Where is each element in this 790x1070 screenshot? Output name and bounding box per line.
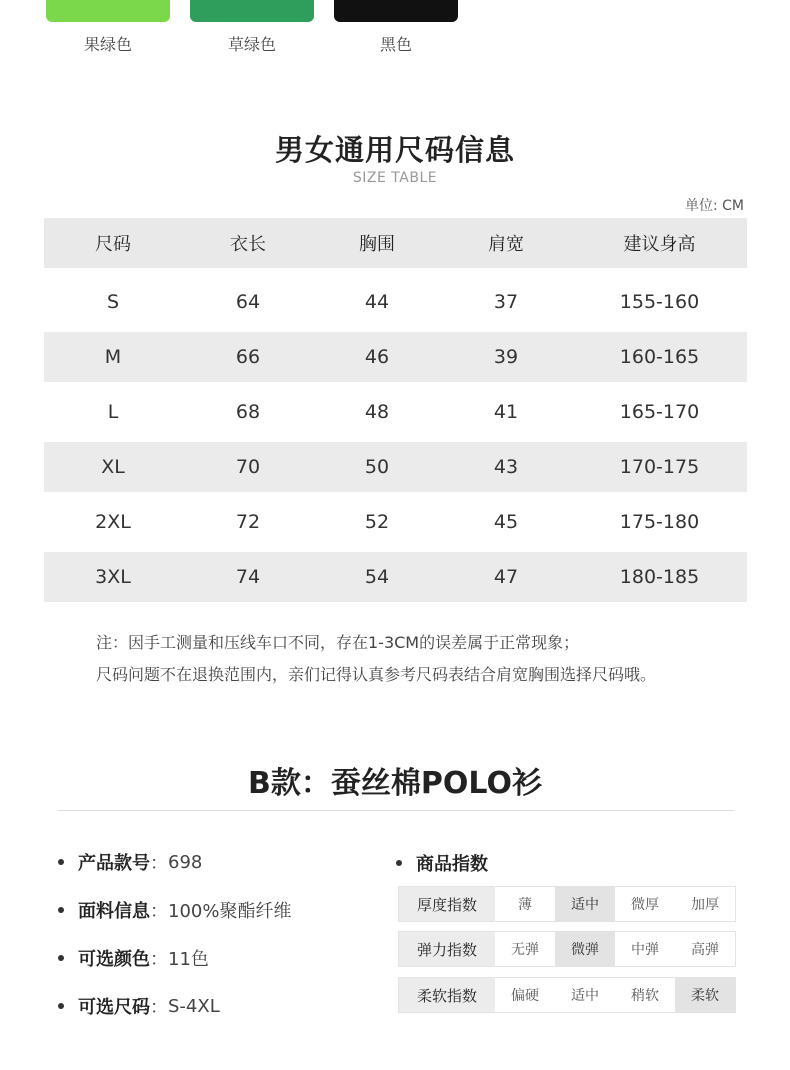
header-height: 建议身高: [623, 234, 696, 255]
info-sizes: [58, 993, 220, 1019]
swatch-black: [334, 0, 458, 22]
cell-length: 70: [235, 456, 261, 478]
info-sep: ：: [150, 949, 168, 970]
index-option: 适中: [571, 988, 599, 1004]
index-option: 微厚: [631, 897, 659, 913]
index-option: 加厚: [691, 897, 719, 913]
index-option: 薄: [518, 897, 532, 913]
swatch-grass-green: [190, 0, 314, 22]
index-row-elasticity: [398, 931, 736, 967]
table-row: [44, 497, 747, 547]
cell-height: 165-170: [619, 401, 700, 423]
index-option: 偏硬: [511, 988, 539, 1004]
index-option: 中弹: [631, 942, 659, 958]
index-option-selected: 适中: [555, 887, 615, 921]
swatch-fruit-green: [46, 0, 170, 22]
cell-chest: 50: [364, 456, 390, 478]
cell-height: 180-185: [619, 566, 700, 588]
info-sep: ：: [150, 997, 168, 1018]
info-sep: ：: [150, 853, 168, 874]
cell-size: 2XL: [95, 511, 131, 533]
cell-shoulder: 37: [493, 291, 519, 313]
cell-length: 72: [235, 511, 261, 533]
index-option-selected: 微弹: [555, 932, 615, 966]
cell-size: S: [106, 291, 120, 313]
cell-shoulder: 47: [493, 566, 519, 588]
unit-label: 单位: CM: [684, 198, 744, 214]
index-label: 弹力指数: [399, 932, 495, 966]
info-value: 11色: [168, 949, 209, 970]
table-row: [44, 442, 747, 492]
cell-chest: 46: [364, 346, 390, 368]
info-colors: [58, 945, 209, 971]
cell-shoulder: 39: [493, 346, 519, 368]
header-chest: 胸围: [359, 234, 395, 255]
index-option: 无弹: [511, 942, 539, 958]
info-value: 100%聚酯纤维: [168, 901, 292, 922]
cell-length: 66: [235, 346, 261, 368]
cell-size: 3XL: [95, 566, 131, 588]
info-style-number: [58, 849, 202, 875]
cell-chest: 44: [364, 291, 390, 313]
product-index-title: 商品指数: [416, 854, 488, 875]
table-row: [44, 552, 747, 602]
table-row: [44, 277, 747, 327]
size-table-title: 男女通用尺码信息: [274, 133, 515, 167]
cell-chest: 54: [364, 566, 390, 588]
cell-chest: 48: [364, 401, 390, 423]
divider: [58, 810, 734, 811]
table-row: [44, 332, 747, 382]
table-row: [44, 387, 747, 437]
size-table-header: [44, 218, 747, 268]
header-length: 衣长: [230, 234, 266, 255]
index-label: 厚度指数: [399, 887, 495, 921]
cell-shoulder: 45: [493, 511, 519, 533]
bullet-icon: [58, 955, 64, 961]
bullet-icon: [58, 1003, 64, 1009]
product-index-heading: [396, 850, 488, 876]
info-value: S-4XL: [168, 995, 220, 1017]
bullet-icon: [58, 859, 64, 865]
size-table-subtitle: SIZE TABLE: [352, 170, 438, 186]
index-label: 柔软指数: [399, 978, 495, 1012]
cell-length: 64: [235, 291, 261, 313]
info-key: 面料信息: [78, 901, 150, 922]
header-size: 尺码: [95, 234, 131, 255]
info-key: 可选颜色: [78, 949, 150, 970]
cell-chest: 52: [364, 511, 390, 533]
info-value: 698: [168, 851, 203, 873]
cell-size: XL: [101, 456, 125, 478]
cell-height: 160-165: [619, 346, 700, 368]
cell-size: M: [104, 346, 122, 368]
index-option-selected: 柔软: [675, 978, 735, 1012]
cell-size: L: [107, 401, 119, 423]
bullet-icon: [58, 907, 64, 913]
cell-shoulder: 43: [493, 456, 519, 478]
info-sep: ：: [150, 901, 168, 922]
header-shoulder: 肩宽: [488, 234, 524, 255]
index-row-thickness: [398, 886, 736, 922]
cell-shoulder: 41: [493, 401, 519, 423]
cell-height: 175-180: [619, 511, 700, 533]
product-b-title: B款：蚕丝棉POLO衫: [248, 766, 542, 801]
note-line-1: 注：因手工测量和压线车口不同，存在1-3CM的误差属于正常现象；: [96, 633, 580, 652]
index-option: 稍软: [631, 988, 659, 1004]
cell-height: 155-160: [619, 291, 700, 313]
cell-length: 74: [235, 566, 261, 588]
info-key: 产品款号: [78, 853, 150, 874]
swatch-label-fruit-green: 果绿色: [83, 35, 132, 54]
info-fabric: [58, 897, 291, 923]
swatch-label-black: 黑色: [379, 35, 412, 54]
index-option: 高弹: [691, 942, 719, 958]
cell-height: 170-175: [619, 456, 700, 478]
swatch-label-grass-green: 草绿色: [227, 35, 276, 54]
note-line-2: 尺码问题不在退换范围内，亲们记得认真参考尺码表结合肩宽胸围选择尺码哦。: [96, 665, 657, 684]
info-key: 可选尺码: [78, 997, 150, 1018]
index-row-softness: [398, 977, 736, 1013]
cell-length: 68: [235, 401, 261, 423]
bullet-icon: [396, 860, 402, 866]
